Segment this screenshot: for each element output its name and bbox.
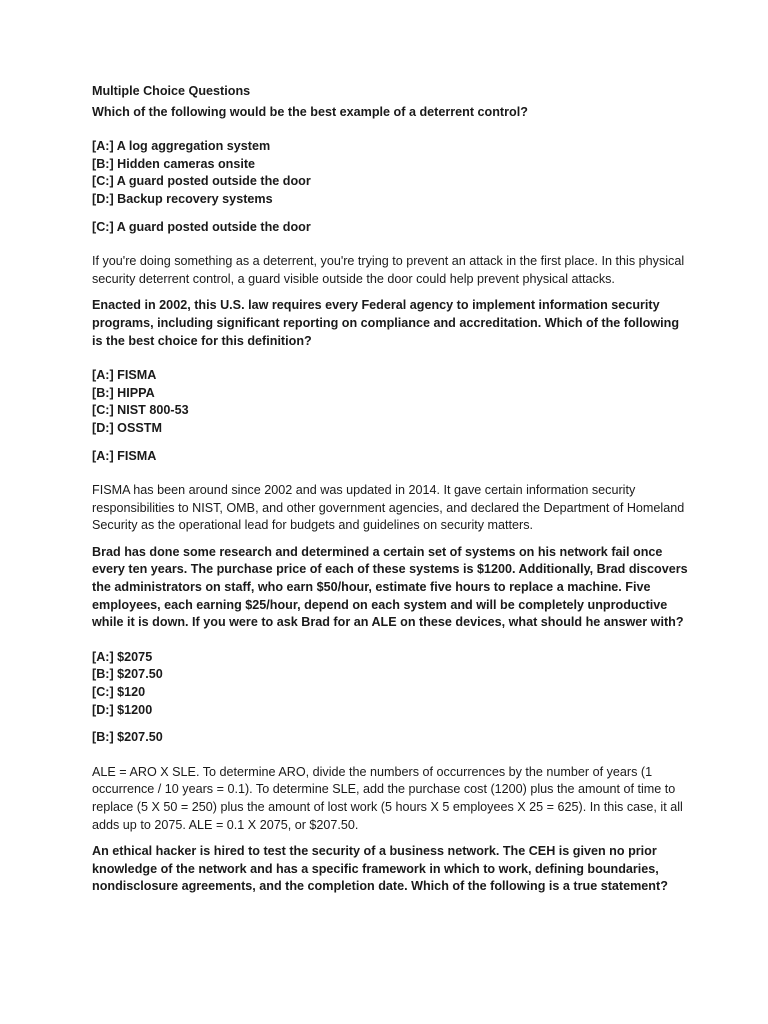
option-b: [B:] Hidden cameras onsite [92,156,256,171]
question-block-4 [92,843,692,896]
question-text: Enacted in 2002, this U.S. law requires every Federal agency to implement information security programs, including significant reporting on compliance and accreditation. Which of the following is the best choice for this definition? [92,298,680,348]
question-block-1 [92,104,692,289]
option-a: [A:] A log aggregation system [92,139,271,154]
option-c: [C:] $120 [92,685,146,700]
option-b: [B:] $207.50 [92,667,163,682]
option-c: [C:] A guard posted outside the door [92,174,311,189]
question-text: An ethical hacker is hired to test the security of a business network. The CEH is given no prior knowledge of the network and has a specific framework in which to work, defining boundaries, nondisclosure agreements, and the completion date. Which of the following is a true statement? [92,844,668,894]
option-list [92,649,692,719]
question-block-3 [92,544,692,834]
option-d: [D:] $1200 [92,702,153,717]
option-a: [A:] $2075 [92,649,153,664]
option-c: [C:] NIST 800-53 [92,403,189,418]
explanation-text: ALE = ARO X SLE. To determine ARO, divide the numbers of occurrences by the number of years (1 occurrence / 10 years = 0.1). To determine SLE, add the purchase cost (1200) plus the amount of time to replace (5 X 50 = 250) plus the amount of lost work (5 hours X 5 employees X 25 = 625). In this case, it all adds up to 2075. ALE = 0.1 X 2075, or $207.50. [92,764,683,832]
answer-text: [A:] FISMA [92,448,157,463]
option-d: [D:] Backup recovery systems [92,191,273,206]
document-page [92,83,692,913]
option-b: [B:] HIPPA [92,385,155,400]
option-list [92,138,692,208]
answer-text: [C:] A guard posted outside the door [92,219,311,234]
option-list [92,367,692,437]
answer-text: [B:] $207.50 [92,730,163,745]
question-text: Brad has done some research and determined a certain set of systems on his network fail once every ten years. The purchase price of each of these systems is $1200. Additionally, Brad discovers the administrators on staff, who earn $50/hour, estimate five hours to replace a machine. Five employees, each earning $25/hour, depend on each system and will be completely unproductive while it is down. If you were to ask Brad for an ALE on these devices, what should he answer with? [92,544,688,630]
question-text: Which of the following would be the best example of a deterrent control? [92,104,528,119]
option-a: [A:] FISMA [92,368,157,383]
option-d: [D:] OSSTM [92,420,162,435]
question-block-2 [92,297,692,535]
explanation-text: FISMA has been around since 2002 and was updated in 2014. It gave certain information security responsibilities to NIST, OMB, and other government agencies, and declared the Department of Homeland Security as the operational lead for budgets and guidelines on security matters. [92,483,685,533]
explanation-text: If you're doing something as a deterrent, you're trying to prevent an attack in the first place. In this physical security deterrent control, a guard visible outside the door could help prevent physical attacks. [92,254,685,286]
document-title: Multiple Choice Questions [92,84,251,98]
